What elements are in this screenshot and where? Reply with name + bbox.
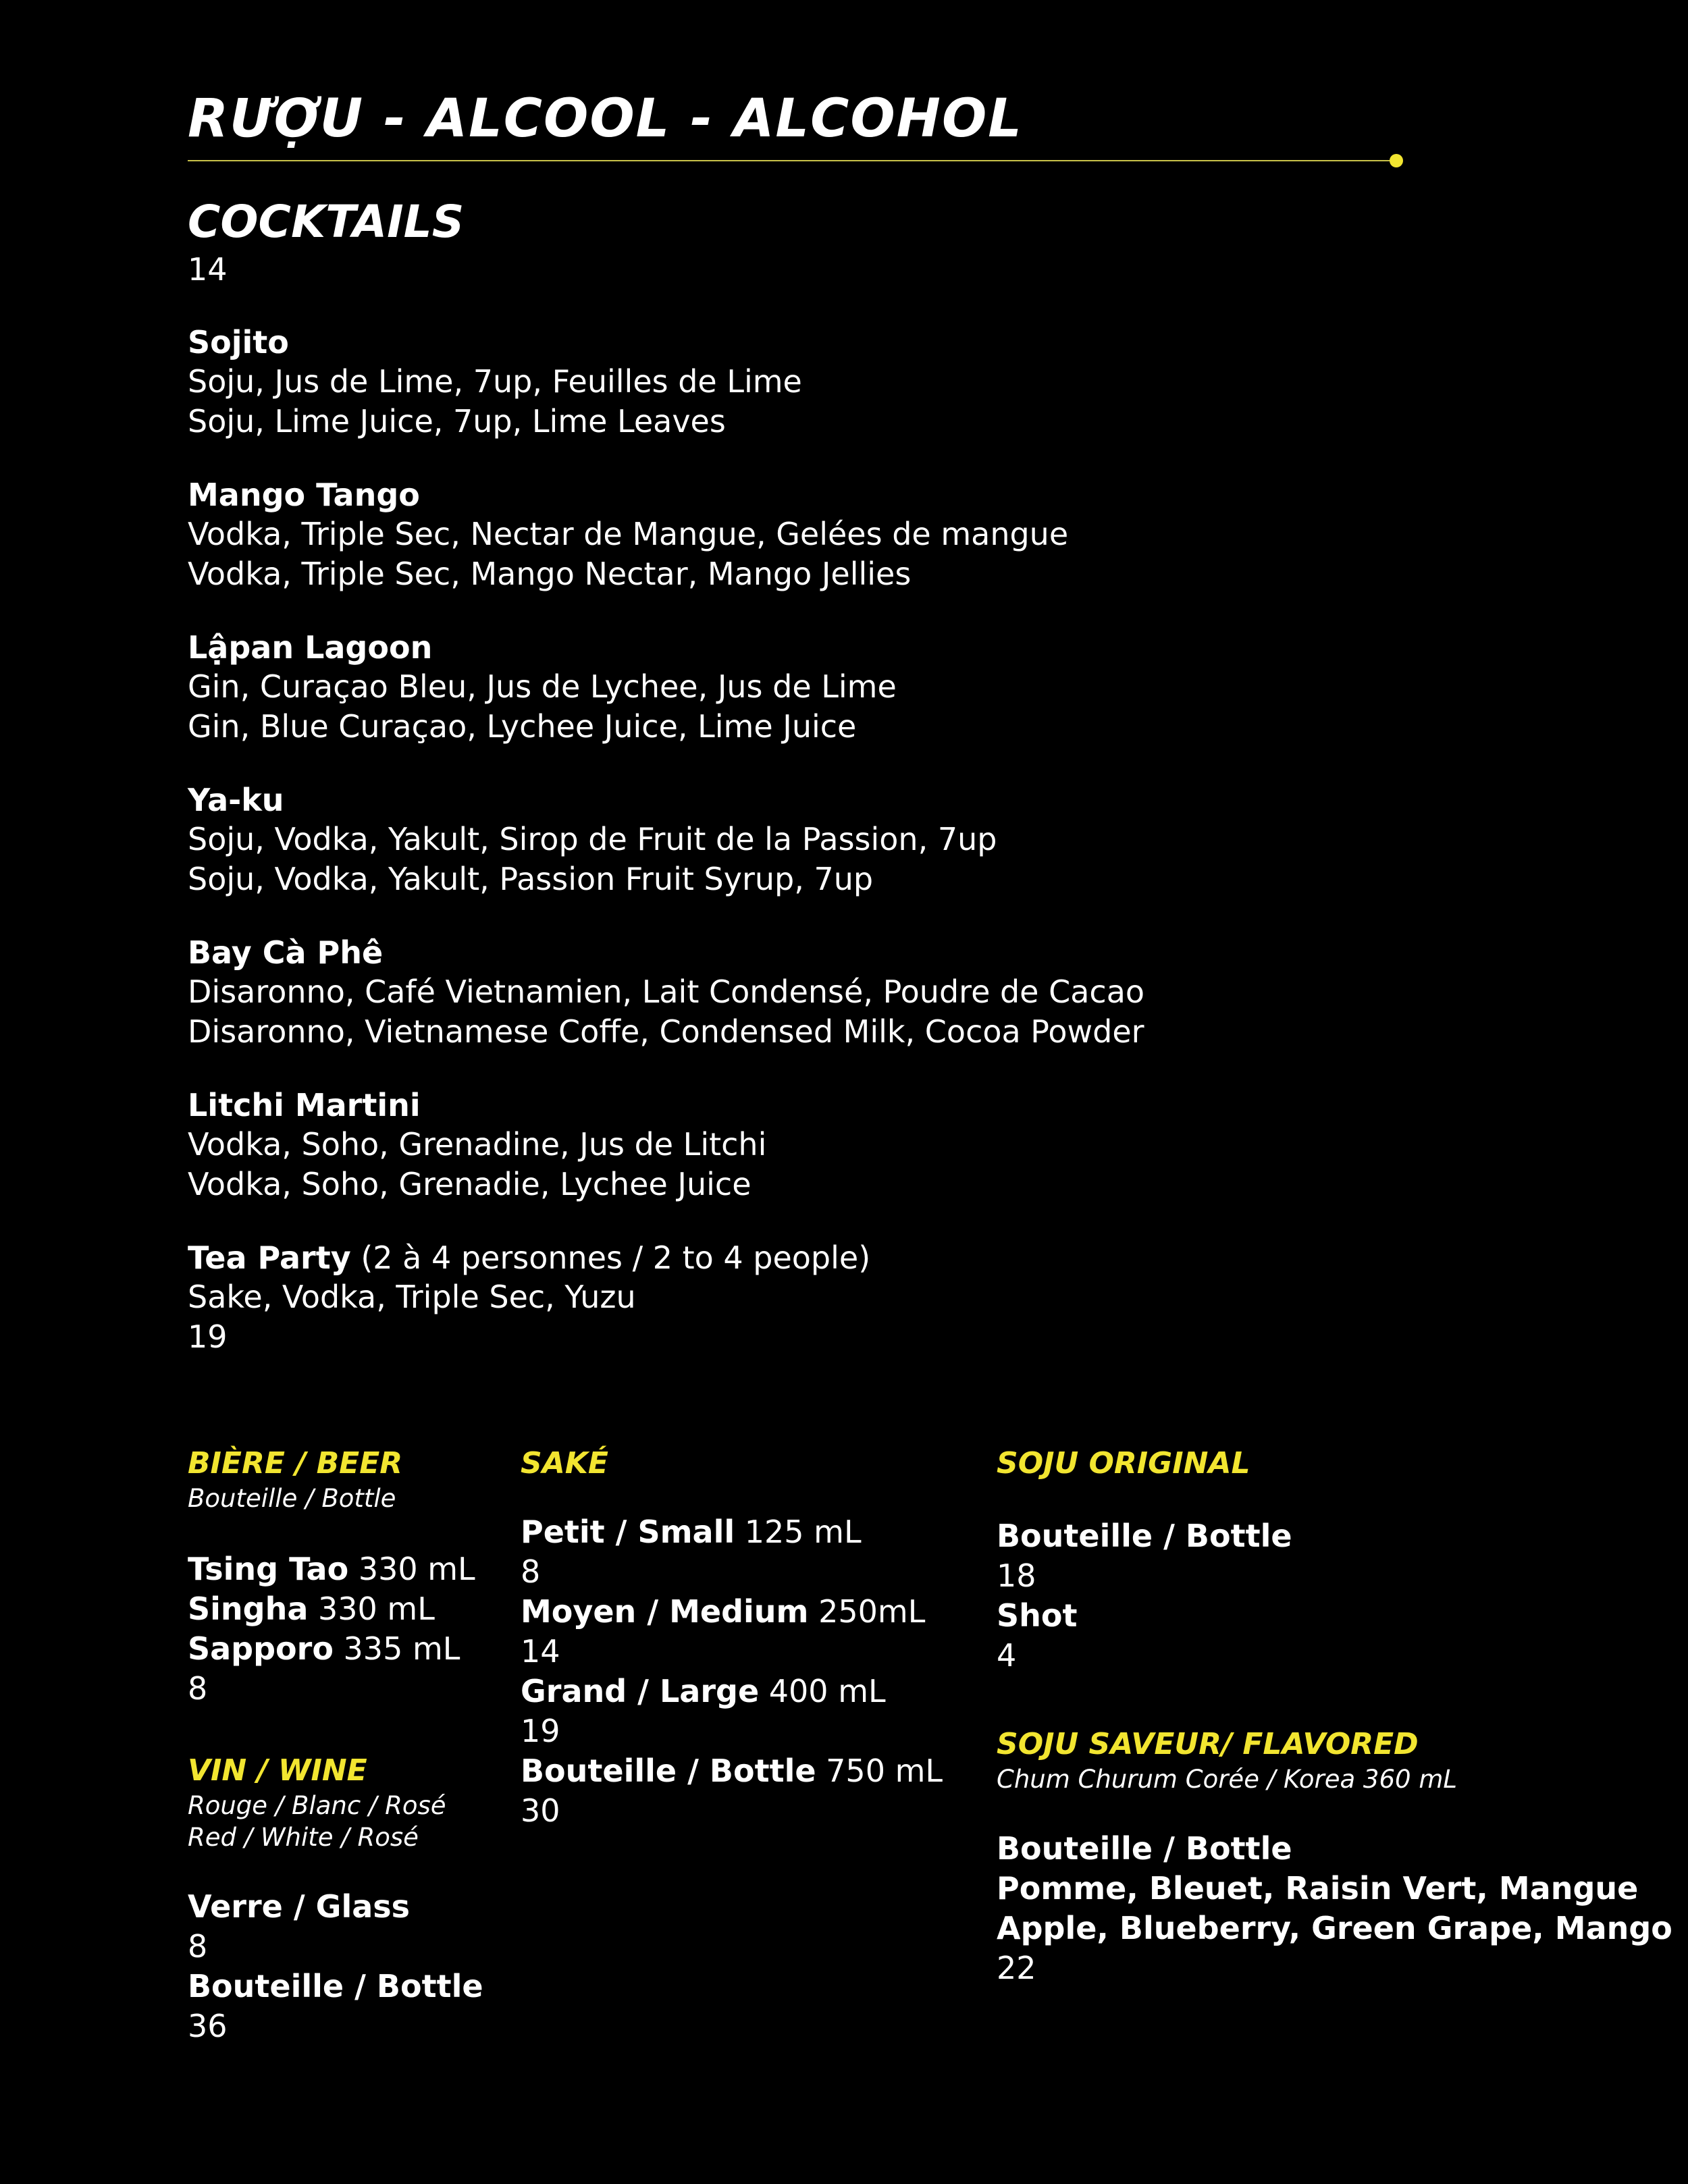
cocktail-ingredients-fr: Soju, Jus de Lime, 7up, Feuilles de Lime xyxy=(188,363,802,400)
sake-volume: 750 mL xyxy=(816,1753,943,1789)
wine-section xyxy=(188,1752,512,2046)
cocktail-ingredients-fr: Vodka, Triple Sec, Nectar de Mangue, Gelées de mangue xyxy=(188,516,1069,552)
sake-size-row xyxy=(521,1672,980,1711)
cocktail-name xyxy=(188,628,1538,667)
cocktail-ingredients-en: Gin, Blue Curaçao, Lychee Juice, Lime Juice xyxy=(188,708,857,745)
sake-size-label: Petit / Small xyxy=(521,1514,735,1550)
beer-size: 330 mL xyxy=(348,1551,475,1587)
soju-shot-price: 4 xyxy=(997,1637,1017,1674)
wine-bottle-label: Bouteille / Bottle xyxy=(188,1968,483,2004)
cocktail-price: 19 xyxy=(188,1319,228,1355)
divider-dot-icon xyxy=(1390,154,1403,167)
cocktail-item xyxy=(188,1238,1538,1357)
cocktail-ingredients-en: Soju, Vodka, Yakult, Passion Fruit Syrup, 7up xyxy=(188,861,874,897)
beer-title: BIÈRE / BEER xyxy=(188,1446,403,1481)
cocktail-name-text: Lậpan Lagoon xyxy=(188,629,433,666)
soju-original-title: SOJU ORIGINAL xyxy=(997,1446,1250,1481)
cocktail-ingredients-en: Soju, Lime Juice, 7up, Lime Leaves xyxy=(188,403,726,440)
cocktails-section xyxy=(188,194,1538,1357)
cocktail-name-text: Bay Cà Phê xyxy=(188,934,384,971)
cocktail-serving-note: (2 à 4 personnes / 2 to 4 people) xyxy=(350,1240,871,1276)
soju-bottle-price: 18 xyxy=(997,1557,1036,1594)
cocktail-ingredients-fr: Disaronno, Café Vietnamien, Lait Condensé, Poudre de Cacao xyxy=(188,974,1145,1010)
cocktail-ingredients: Sake, Vodka, Triple Sec, Yuzu xyxy=(188,1279,636,1315)
soju-original-section xyxy=(997,1445,1679,1676)
beer-name: Sapporo xyxy=(188,1630,334,1667)
sake-price: 19 xyxy=(521,1713,560,1749)
sake-size-label: Bouteille / Bottle xyxy=(521,1753,816,1789)
soju-flavored-bottle-label: Bouteille / Bottle xyxy=(997,1830,1292,1867)
wine-subtitle-fr: Rouge / Blanc / Rosé xyxy=(188,1791,446,1820)
cocktail-ingredients-en: Disaronno, Vietnamese Coffe, Condensed Milk, Cocoa Powder xyxy=(188,1013,1144,1050)
sake-size-row xyxy=(521,1512,980,1552)
soju-flavored-title: SOJU SAVEUR/ FLAVORED xyxy=(997,1727,1419,1761)
cocktail-ingredients-fr: Gin, Curaçao Bleu, Jus de Lychee, Jus de Lime xyxy=(188,668,897,705)
soju-flavors-en: Apple, Blueberry, Green Grape, Mango xyxy=(997,1910,1672,1946)
cocktail-ingredients-en: Vodka, Triple Sec, Mango Nectar, Mango Jellies xyxy=(188,556,912,592)
cocktail-ingredients-fr: Vodka, Soho, Grenadine, Jus de Litchi xyxy=(188,1126,767,1163)
cocktail-name xyxy=(188,1238,1538,1277)
sake-title: SAKÉ xyxy=(521,1446,608,1481)
cocktail-name-text: Litchi Martini xyxy=(188,1087,421,1123)
wine-bottle-price: 36 xyxy=(188,2008,228,2044)
soju-bottle-label: Bouteille / Bottle xyxy=(997,1518,1292,1554)
soju-flavors-fr: Pomme, Bleuet, Raisin Vert, Mangue xyxy=(997,1870,1639,1907)
sake-size-label: Grand / Large xyxy=(521,1673,760,1709)
cocktail-ingredients-en: Vodka, Soho, Grenadie, Lychee Juice xyxy=(188,1166,751,1202)
beer-size: 335 mL xyxy=(333,1630,460,1667)
soju-flavored-subtitle: Chum Churum Corée / Korea 360 mL xyxy=(997,1765,1457,1794)
sake-price: 14 xyxy=(521,1633,560,1670)
cocktail-item xyxy=(188,780,1538,899)
cocktail-name xyxy=(188,933,1538,972)
cocktail-name xyxy=(188,475,1538,514)
cocktail-item xyxy=(188,323,1538,442)
cocktail-item xyxy=(188,628,1538,747)
beer-item xyxy=(188,1549,512,1589)
beer-price: 8 xyxy=(188,1670,208,1707)
cocktail-ingredients-fr: Soju, Vodka, Yakult, Sirop de Fruit de la Passion, 7up xyxy=(188,821,997,857)
cocktails-price: 14 xyxy=(188,251,228,288)
cocktail-item xyxy=(188,1086,1538,1204)
wine-glass-label: Verre / Glass xyxy=(188,1888,411,1925)
title-divider xyxy=(188,160,1395,161)
cocktail-item xyxy=(188,475,1538,594)
cocktails-title: COCKTAILS xyxy=(188,196,465,248)
beer-section xyxy=(188,1445,512,1709)
sake-size-label: Moyen / Medium xyxy=(521,1593,809,1630)
cocktail-name xyxy=(188,1086,1538,1125)
beer-name: Tsing Tao xyxy=(188,1551,349,1587)
cocktail-name xyxy=(188,780,1538,820)
sake-size-row xyxy=(521,1751,980,1791)
cocktail-name-text: Tea Party xyxy=(188,1240,351,1276)
cocktail-name xyxy=(188,323,1538,362)
wine-subtitle-en: Red / White / Rosé xyxy=(188,1823,419,1852)
cocktail-item xyxy=(188,933,1538,1052)
soju-flavored-price: 22 xyxy=(997,1950,1036,1986)
page-title: RƯỢU - ALCOOL - ALCOHOL xyxy=(188,88,1023,149)
sake-volume: 125 mL xyxy=(735,1514,862,1550)
soju-shot-label: Shot xyxy=(997,1597,1078,1634)
sake-price: 30 xyxy=(521,1792,560,1829)
sake-volume: 250mL xyxy=(808,1593,926,1630)
sake-section xyxy=(521,1445,980,1831)
wine-glass-price: 8 xyxy=(188,1928,208,1965)
sake-volume: 400 mL xyxy=(759,1673,886,1709)
beer-subtitle: Bouteille / Bottle xyxy=(188,1484,396,1513)
sake-price: 8 xyxy=(521,1553,541,1590)
cocktail-name-text: Sojito xyxy=(188,324,289,361)
beer-name: Singha xyxy=(188,1591,309,1627)
cocktail-name-text: Ya-ku xyxy=(188,782,284,818)
beer-size: 330 mL xyxy=(308,1591,435,1627)
wine-title: VIN / WINE xyxy=(188,1753,367,1788)
beer-item xyxy=(188,1589,512,1629)
cocktail-name-text: Mango Tango xyxy=(188,477,420,513)
soju-flavored-section xyxy=(997,1726,1679,1988)
sake-size-row xyxy=(521,1592,980,1632)
beer-item xyxy=(188,1629,512,1669)
